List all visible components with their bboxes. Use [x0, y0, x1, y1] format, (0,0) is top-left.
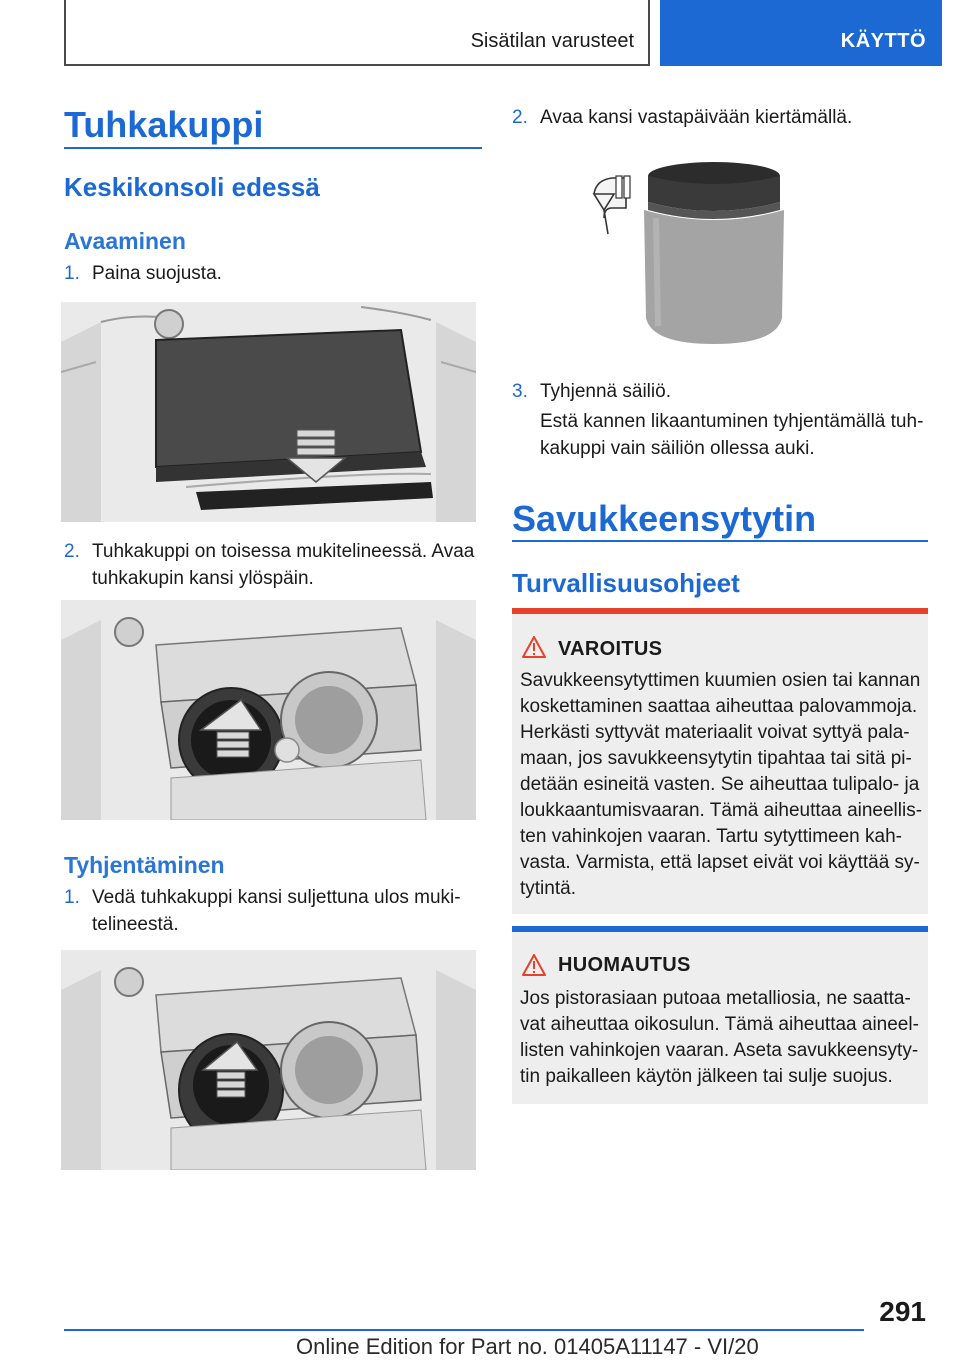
notice-title: HUOMAUTUS — [558, 954, 691, 976]
header-section-title: Sisätilan varusteet — [470, 30, 634, 52]
notice-box — [512, 926, 928, 1104]
warning-line: loukkaantumisvaaran. Tämä aiheuttaa aineellis- — [520, 800, 923, 821]
figure-open-lid — [61, 600, 476, 820]
step-number: 3. — [512, 381, 528, 402]
step-number: 2. — [64, 541, 80, 562]
rotate-ccw-icon — [594, 176, 630, 234]
step-text: Paina suojusta. — [92, 263, 222, 284]
step-text-line: tuhkakupin kansi ylöspäin. — [92, 568, 314, 589]
figure-ashtray-container — [586, 158, 786, 346]
list-item — [64, 538, 484, 594]
step-text: Tyhjennä säiliö. — [540, 381, 671, 402]
figure-press-cover — [61, 302, 476, 522]
warning-text — [520, 668, 926, 902]
warning-line: detään esineitä vasten. Se aiheuttaa tulipalo- ja — [520, 774, 920, 795]
step-text-line: kakuppi vain säiliön ollessa auki. — [540, 438, 815, 459]
step-text-line: Tuhkakuppi on toisessa mukitelineessä. Avaa — [92, 541, 475, 562]
section-title-lighter: Savukkeensytytin — [512, 498, 817, 539]
warning-line: maan, jos savukkeensytytin tipahtaa tai sitä pi- — [520, 748, 912, 769]
step-number: 1. — [64, 887, 80, 908]
header-chapter-tab[interactable] — [660, 0, 942, 66]
subsection-safety: Turvallisuusohjeet — [512, 568, 740, 598]
header-chapter-label: KÄYTTÖ — [840, 30, 926, 52]
section-title: Keskikonsoli edessä — [64, 172, 320, 202]
footer-rule — [64, 1329, 864, 1331]
step-text-line: Vedä tuhkakuppi kansi suljettuna ulos muki- — [92, 887, 461, 908]
footer-edition: Online Edition for Part no. 01405A11147 - VI/20 — [296, 1334, 759, 1359]
warning-box — [512, 608, 928, 914]
warning-triangle-icon — [522, 636, 546, 658]
warning-line: tytintä. — [520, 878, 576, 899]
list-item — [512, 378, 932, 464]
header-section-box — [64, 0, 650, 66]
step-text-line: telineestä. — [92, 914, 179, 935]
notice-line: vat aiheuttaa oikosulun. Tämä aiheuttaa aineel- — [520, 1014, 919, 1035]
warning-triangle-icon — [522, 954, 546, 976]
notice-line: listen vahinkojen vaaran. Aseta savukkeensyty- — [520, 1040, 919, 1061]
figure-pull-ashtray — [61, 950, 476, 1170]
page-number: 291 — [879, 1296, 926, 1327]
title-rule — [64, 147, 482, 149]
warning-title: VAROITUS — [558, 638, 663, 660]
warning-line: ten vahinkojen vaaran. Tartu sytyttimeen kah- — [520, 826, 902, 847]
warning-line: vasta. Varmista, että lapset eivät voi käyttää sy- — [520, 852, 920, 873]
warning-bar — [512, 608, 928, 614]
step-number: 1. — [64, 263, 80, 284]
warning-line: Herkästi syttyvät materiaalit voivat syttyä pala- — [520, 722, 910, 743]
subsection-emptying: Tyhjentäminen — [64, 852, 225, 878]
notice-line: Jos pistorasiaan putoaa metalliosia, ne saatta- — [520, 988, 911, 1009]
title-rule — [512, 540, 928, 542]
notice-bar — [512, 926, 928, 932]
page-title: Tuhkakuppi — [64, 104, 264, 145]
list-item — [64, 884, 484, 940]
step-number: 2. — [512, 107, 528, 128]
warning-line: koskettaminen saattaa aiheuttaa palovammoja. — [520, 696, 918, 717]
notice-text — [520, 986, 926, 1090]
step-text-line: Estä kannen likaantuminen tyhjentämällä tuh- — [540, 411, 924, 432]
step-text: Avaa kansi vastapäivään kiertämällä. — [540, 107, 853, 128]
notice-line: tin paikalleen käytön jälkeen tai sulje suojus. — [520, 1066, 893, 1087]
subsection-opening: Avaaminen — [64, 228, 186, 254]
warning-line: Savukkeensytyttimen kuumien osien tai kannan — [520, 670, 921, 691]
